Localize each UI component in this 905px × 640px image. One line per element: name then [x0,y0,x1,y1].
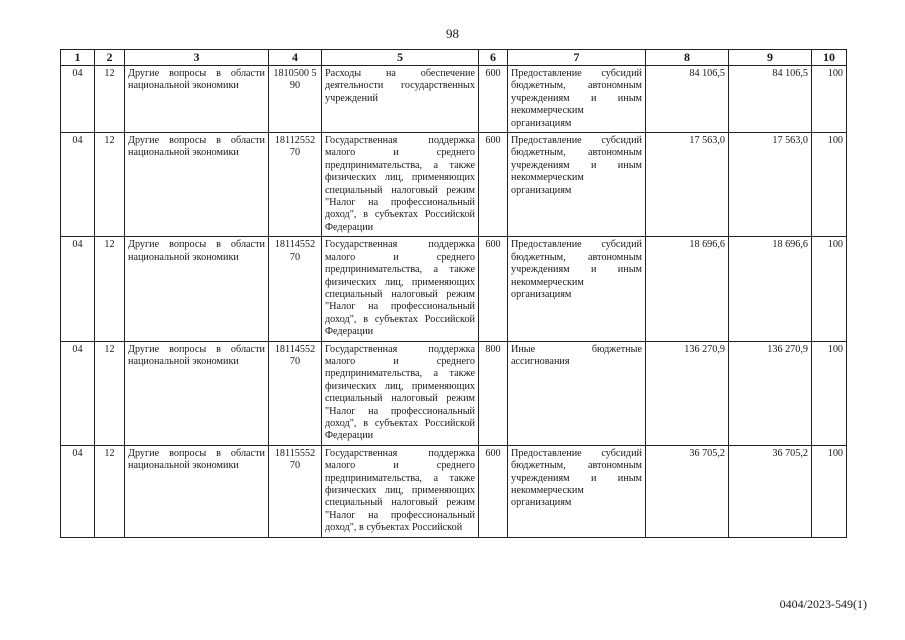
subsection-code: 12 [95,237,125,341]
expense-type-code: 800 [479,341,508,445]
section-name: Другие вопросы в области национальной экономики [125,237,269,341]
actual-amount: 136 270,9 [729,341,812,445]
table-row [61,133,847,237]
planned-amount: 36 705,2 [646,445,729,537]
actual-amount: 84 106,5 [729,66,812,133]
execution-percent: 100 [812,66,847,133]
col-header-4: 4 [269,50,322,66]
section-code: 04 [61,237,95,341]
section-name: Другие вопросы в области национальной экономики [125,341,269,445]
actual-amount: 36 705,2 [729,445,812,537]
col-header-7: 7 [508,50,646,66]
header-row [61,50,847,66]
target-article-code: 1810500 590 [269,66,322,133]
table-row [61,445,847,537]
target-article-name: Государственная поддержка малого и среднего предпринимательства, а также физических лиц, применяющих специальный налоговый режим "Налог на профессиональный доход", в субъектах Российской [322,445,479,537]
target-article-code: 18114552 70 [269,341,322,445]
table-row [61,66,847,133]
target-article-name: Государственная поддержка малого и среднего предпринимательства, а также физических лиц, применяющих специальный налоговый режим "Налог на профессиональный доход", в субъектах Российской Федерации [322,237,479,341]
expense-type-name: Предоставление субсидий бюджетным, автономным учреждениям и иным некоммерческим организациям [508,445,646,537]
subsection-code: 12 [95,66,125,133]
col-header-3: 3 [125,50,269,66]
document-code: 0404/2023-549(1) [779,597,867,611]
target-article-name: Государственная поддержка малого и среднего предпринимательства, а также физических лиц, применяющих специальный налоговый режим "Налог на профессиональный доход", в субъектах Российской Федерации [322,133,479,237]
section-code: 04 [61,66,95,133]
expense-type-code: 600 [479,133,508,237]
actual-amount: 18 696,6 [729,237,812,341]
target-article-code: 18115552 70 [269,445,322,537]
col-header-1: 1 [61,50,95,66]
col-header-10: 10 [812,50,847,66]
col-header-5: 5 [322,50,479,66]
table-row [61,341,847,445]
planned-amount: 84 106,5 [646,66,729,133]
actual-amount: 17 563,0 [729,133,812,237]
subsection-code: 12 [95,341,125,445]
expense-type-name: Предоставление субсидий бюджетным, автономным учреждениям и иным некоммерческим организациям [508,133,646,237]
expense-type-name: Иные бюджетные ассигнования [508,341,646,445]
page-number: 98 [446,26,459,41]
subsection-code: 12 [95,133,125,237]
expense-type-code: 600 [479,445,508,537]
execution-percent: 100 [812,237,847,341]
section-name: Другие вопросы в области национальной экономики [125,66,269,133]
section-name: Другие вопросы в области национальной экономики [125,133,269,237]
execution-percent: 100 [812,133,847,237]
table-row [61,237,847,341]
expense-type-name: Предоставление субсидий бюджетным, автономным учреждениям и иным некоммерческим организациям [508,237,646,341]
planned-amount: 17 563,0 [646,133,729,237]
col-header-8: 8 [646,50,729,66]
target-article-code: 18114552 70 [269,237,322,341]
expense-type-code: 600 [479,237,508,341]
subsection-code: 12 [95,445,125,537]
expense-type-code: 600 [479,66,508,133]
section-code: 04 [61,133,95,237]
target-article-name: Расходы на обеспечение деятельности государственных учреждений [322,66,479,133]
budget-table [60,49,847,538]
planned-amount: 136 270,9 [646,341,729,445]
target-article-code: 18112552 70 [269,133,322,237]
target-article-name: Государственная поддержка малого и среднего предпринимательства, а также физических лиц, применяющих специальный налоговый режим "Налог на профессиональный доход", в субъектах Российской Федерации [322,341,479,445]
col-header-9: 9 [729,50,812,66]
expense-type-name: Предоставление субсидий бюджетным, автономным учреждениям и иным некоммерческим организациям [508,66,646,133]
planned-amount: 18 696,6 [646,237,729,341]
section-name: Другие вопросы в области национальной экономики [125,445,269,537]
section-code: 04 [61,445,95,537]
execution-percent: 100 [812,341,847,445]
execution-percent: 100 [812,445,847,537]
section-code: 04 [61,341,95,445]
col-header-2: 2 [95,50,125,66]
col-header-6: 6 [479,50,508,66]
